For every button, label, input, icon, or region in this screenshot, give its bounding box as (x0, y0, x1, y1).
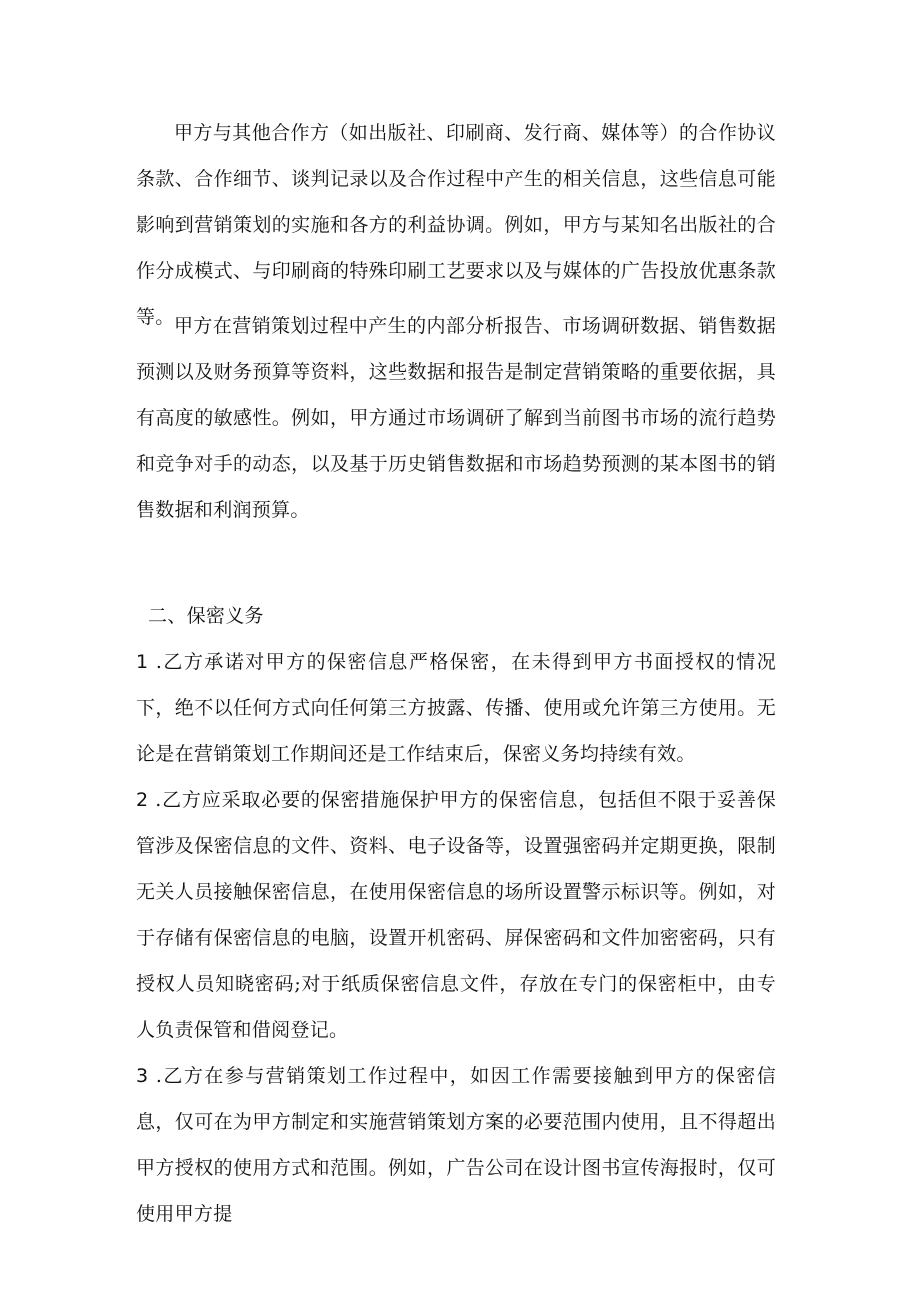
list-item-number: 1 (136, 651, 149, 673)
section-heading-confidentiality-obligations: 二、保密义务 (148, 605, 264, 627)
list-item-text: .乙方承诺对甲方的保密信息严格保密，在未得到甲方书面授权的情况下，绝不以任何方式向任何第三方披露、传播、使用或允许第三方使用。无论是在营销策划工作期间还是工作结束后，保密义务均持续有效。 (136, 651, 776, 765)
paragraph-cooperation-info: 甲方与其他合作方（如出版社、印刷商、发行商、媒体等）的合作协议条款、合作细节、谈判记录以及合作过程中产生的相关信息，这些信息可能影响到营销策划的实施和各方的利益协调。例如，甲方与某知名出版社的合作分成模式、与印刷商的特殊印刷工艺要求以及与媒体的广告投放优惠条款等。 (136, 122, 776, 328)
list-item-obligation-3 (136, 1053, 776, 1237)
paragraph-internal-reports: 甲方在营销策划过程中产生的内部分析报告、市场调研数据、销售数据预测以及财务预算等资料，这些数据和报告是制定营销策略的重要依据，具有高度的敏感性。例如，甲方通过市场调研了解到当前图书市场的流行趋势和竞争对手的动态，以及基于历史销售数据和市场趋势预测的某本图书的销售数据和利润预算。 (136, 315, 776, 521)
list-item-obligation-1 (136, 639, 776, 777)
list-item-number: 3 (136, 1065, 149, 1087)
list-item-text: .乙方在参与营销策划工作过程中，如因工作需要接触到甲方的保密信息，仅可在为甲方制定和实施营销策划方案的必要范围内使用，且不得超出甲方授权的使用方式和范围。例如，广告公司在设计图书宣传海报时，仅可使用甲方提 (136, 1065, 776, 1225)
list-item-number: 2 (136, 789, 149, 811)
list-item-obligation-2 (136, 777, 776, 1053)
list-item-text: .乙方应采取必要的保密措施保护甲方的保密信息，包括但不限于妥善保管涉及保密信息的文件、资料、电子设备等，设置强密码并定期更换，限制无关人员接触保密信息，在使用保密信息的场所设置警示标识等。例如，对于存储有保密信息的电脑，设置开机密码、屏保密码和文件加密密码，只有授权人员知晓密码;对于纸质保密信息文件，存放在专门的保密柜中，由专人负责保管和借阅登记。 (136, 789, 776, 1041)
